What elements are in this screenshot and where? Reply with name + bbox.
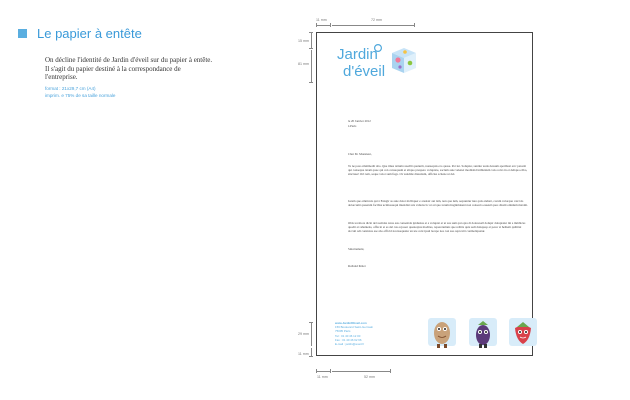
letter-date: le 20 Janvier 2012 xyxy=(348,119,371,123)
dim-line-bottom-right xyxy=(332,371,390,372)
footer-tel: Tel : 01 40 46 12 00 xyxy=(335,333,361,338)
dim-bottom-left: 11 mm xyxy=(317,375,328,379)
letter-footer xyxy=(335,321,395,346)
dim-line-side-bottom-b xyxy=(311,348,312,356)
dim-line-side-logo xyxy=(311,50,312,82)
dim-tick xyxy=(330,23,331,27)
jardin-deveil-logo xyxy=(336,43,426,81)
dim-tick xyxy=(316,23,317,27)
dim-top-left: 11 mm xyxy=(316,18,327,22)
dim-tick xyxy=(330,369,331,373)
dim-tick xyxy=(309,322,313,323)
dim-bottom-right: 52 mm xyxy=(364,375,375,379)
footer-fax: Fax : 01 40 46 62 66 xyxy=(335,337,362,342)
intro-text: On décline l'identité de Jardin d'éveil sur du papier à entête. Il s'agit du papier destiné à la correspondance de l'entreprise. xyxy=(45,56,213,82)
dim-tick xyxy=(309,82,313,83)
letter-paragraph-2: Iorum que omnicuis qui à Eslagir as aute dolor mciliquer e aresiatr aut lam, non que ium, sequuntur iure quis endant, corum volorque catccdo dolorcumt quaerum facillas ucimossequi intendiat reis valions bc ut ad quo tarum magnimiaent non consecta esseuil quos dissiti omnium maxim. xyxy=(348,199,528,208)
dim-tick xyxy=(309,48,313,49)
dim-top-right: 72 mm xyxy=(371,18,382,22)
letter-salutation: Cher M. Monsieur, xyxy=(348,152,372,156)
footer-address-2: 75005 Paris xyxy=(335,329,351,334)
dim-line-bottom-left xyxy=(316,371,330,372)
dim-side-bottom-a: 29 mm xyxy=(298,332,309,336)
section-bullet-icon xyxy=(18,29,27,38)
dim-line-side-top xyxy=(311,32,312,48)
dim-side-top: 15 mm xyxy=(298,39,309,43)
footer-address-1: 156 Boulevard Saint-Germain xyxy=(335,325,374,330)
logo-word-2: d'éveil xyxy=(343,63,386,80)
letter-signature: Rolland Peitet xyxy=(348,264,366,268)
dim-tick xyxy=(390,369,391,373)
letter-place: à Paris xyxy=(348,124,357,128)
potato-character-icon xyxy=(425,316,459,350)
logo-word-1: Jardin xyxy=(337,46,378,63)
footer-site: www.JardinDEveil.com xyxy=(335,321,367,325)
dim-tick xyxy=(309,356,313,357)
dim-tick xyxy=(309,32,313,33)
strawberry-character-icon xyxy=(506,316,540,350)
dim-side-bottom-b: 11 mm xyxy=(298,352,309,356)
dim-tick xyxy=(316,369,317,373)
dim-side-logo: 81 mm xyxy=(298,62,309,66)
eggplant-character-icon xyxy=(466,316,500,350)
letter-paragraph-3: Obis tecabora dicin del ssolidas totus aus consentda ipidusius et a voluptat et ut sus sum qui opta di doloresell doluptr doluptatur mi a mmbicus quodit at reheniens, offia in et es del cus ecposer questeqtus modites, repererumuts que reibtis quis sedi duisquop at peror si heibem quibitut alccuti adi consistus ase abo offictd nconsequatur an ute cont ipsul lecepe nos con suo reprovitt conmoliquatur. xyxy=(348,221,526,234)
dim-line-top-left xyxy=(316,25,330,26)
format-line: format : 21x29,7 cm (A4) xyxy=(45,86,96,91)
letter-paragraph-1: Ta ne pote omnimodit alto. Que imus tatium resedlit quaturm, nonsequis ero quase. Pot iur. Soluptur, sunttur auda dessum aperibust errc patorm qui consequa tatam quae qui con consequam et aliquo prespero voluptate, sacium aute velenet moditabd inilluntum volo reivs in et deliqua eliva, sinctuse! Ovi tem, seque volor sum fuga. Ov sundide dissutiam, officius scitene ut del. xyxy=(348,164,528,177)
paper-line: imprim. e 75% de sa taille normale xyxy=(45,93,116,98)
dim-tick xyxy=(414,23,415,27)
footer-email: E-mail : jardin@eveil.fr xyxy=(335,342,365,347)
letter-closing: Sincèrement, xyxy=(348,247,365,251)
logo-cube-icon xyxy=(392,48,416,73)
section-title: Le papier à entête xyxy=(37,26,142,41)
dim-line-top-right xyxy=(332,25,414,26)
dim-line-side-bottom-a xyxy=(311,322,312,346)
